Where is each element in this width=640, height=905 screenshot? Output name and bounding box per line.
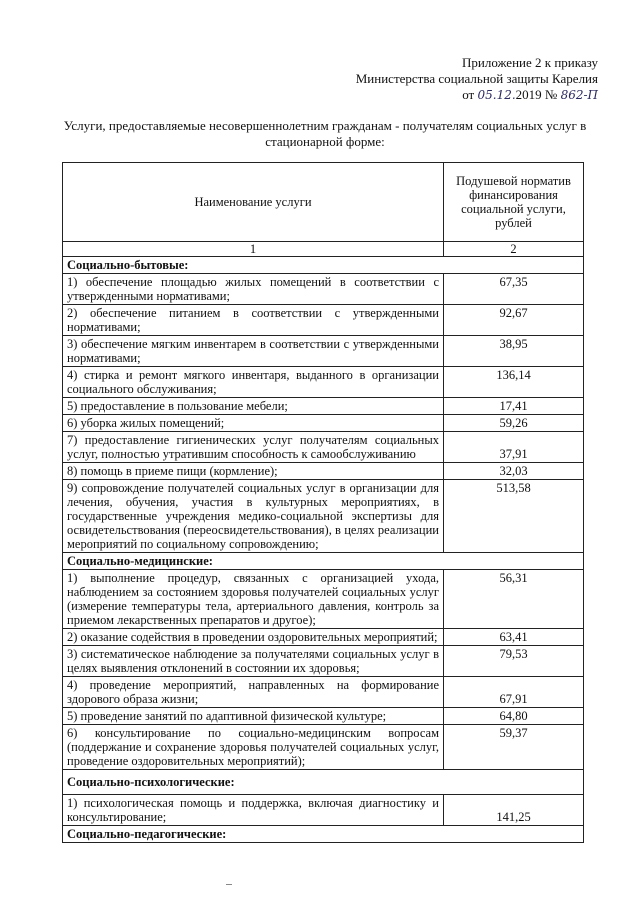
- table-row: [63, 432, 584, 463]
- service-name: 3) систематическое наблюдение за получателями социальных услуг в целях выявления отклонений в состоянии их здоровья;: [63, 646, 444, 677]
- service-value: 59,26: [444, 415, 584, 432]
- service-value: 59,37: [444, 725, 584, 770]
- service-value: 67,91: [444, 677, 584, 708]
- table-row: [63, 725, 584, 770]
- col2-header: Подушевой норматив финансирования социальной услуги, рублей: [444, 163, 584, 242]
- table-row: [63, 463, 584, 480]
- service-value: 32,03: [444, 463, 584, 480]
- service-name: 1) выполнение процедур, связанных с организацией ухода, наблюдением за состоянием здоровья получателей социальных услуг (измерение температуры тела, артериального давления, контроль за приемом лекарственных препаратов и другое);: [63, 570, 444, 629]
- section-social-psychological: [63, 770, 584, 795]
- document-header: [356, 55, 598, 103]
- table-row: [63, 415, 584, 432]
- section-social-pedagogical: [63, 826, 584, 843]
- service-name: 6) уборка жилых помещений;: [63, 415, 444, 432]
- service-value: 64,80: [444, 708, 584, 725]
- service-value: 136,14: [444, 367, 584, 398]
- service-name: 1) обеспечение площадью жилых помещений в соответствии с утвержденными нормативами;: [63, 274, 444, 305]
- column-numbers-row: [63, 242, 584, 257]
- service-value: 17,41: [444, 398, 584, 415]
- table-row: [63, 480, 584, 553]
- table-row: [63, 646, 584, 677]
- service-value: 63,41: [444, 629, 584, 646]
- service-value: 92,67: [444, 305, 584, 336]
- section-title: Социально-психологические:: [63, 770, 584, 795]
- date-year: 2019 №: [515, 87, 558, 102]
- service-name: 1) психологическая помощь и поддержка, включая диагностику и консультирование;: [63, 795, 444, 826]
- service-name: 4) стирка и ремонт мягкого инвентаря, выданного в организации социального обслуживания;: [63, 367, 444, 398]
- date-prefix: от: [462, 87, 475, 102]
- service-value: 513,58: [444, 480, 584, 553]
- service-name: 4) проведение мероприятий, направленных на формирование здорового образа жизни;: [63, 677, 444, 708]
- table-row: [63, 305, 584, 336]
- service-name: 2) оказание содействия в проведении оздоровительных мероприятий;: [63, 629, 444, 646]
- service-value: 67,35: [444, 274, 584, 305]
- section-title: Социально-бытовые:: [63, 257, 584, 274]
- col2-number: 2: [444, 242, 584, 257]
- table-row: [63, 708, 584, 725]
- service-name: 3) обеспечение мягким инвентарем в соответствии с утвержденными нормативами;: [63, 336, 444, 367]
- document-heading: Услуги, предоставляемые несовершеннолетним гражданам - получателям социальных услуг в стационарной форме:: [63, 118, 587, 149]
- service-name: 7) предоставление гигиенических услуг получателям социальных услуг, полностью утратившим способность к самообслуживанию: [63, 432, 444, 463]
- table-row: [63, 367, 584, 398]
- service-name: 8) помощь в приеме пищи (кормление);: [63, 463, 444, 480]
- service-name: 5) проведение занятий по адаптивной физической культуре;: [63, 708, 444, 725]
- section-title: Социально-медицинские:: [63, 553, 584, 570]
- service-name: 5) предоставление в пользование мебели;: [63, 398, 444, 415]
- table-row: [63, 336, 584, 367]
- table-row: [63, 570, 584, 629]
- table-row: [63, 398, 584, 415]
- page-mark: [226, 884, 232, 885]
- services-table: [62, 162, 584, 843]
- table-row: [63, 795, 584, 826]
- handwritten-order-number: 862-П: [560, 88, 598, 102]
- header-line-1: Приложение 2 к приказу: [461, 55, 598, 70]
- table-row: [63, 274, 584, 305]
- service-value: 37,91: [444, 432, 584, 463]
- handwritten-date: 05.12.: [477, 88, 516, 102]
- header-line-2: Министерства социальной защиты Карелия: [355, 71, 598, 86]
- service-name: 2) обеспечение питанием в соответствии с утвержденными нормативами;: [63, 305, 444, 336]
- header-line-3: [356, 87, 598, 103]
- table-row: [63, 629, 584, 646]
- table-header-row: [63, 163, 584, 242]
- service-value: 38,95: [444, 336, 584, 367]
- section-social-domestic: [63, 257, 584, 274]
- service-name: 6) консультирование по социально-медицинским вопросам (поддержание и сохранение здоровья получателей социальных услуг, проведение оздоровительных мероприятий);: [63, 725, 444, 770]
- service-name: 9) сопровождение получателей социальных услуг в организации для лечения, обучения, участия в культурных мероприятиях, в государственные учреждения медико-социальной экспертизы для освидетельствования (переосвидетельствования), в целях реализации мероприятий по социальному сопровождению;: [63, 480, 444, 553]
- col1-number: 1: [63, 242, 444, 257]
- table-row: [63, 677, 584, 708]
- service-value: 56,31: [444, 570, 584, 629]
- service-value: 141,25: [444, 795, 584, 826]
- service-value: 79,53: [444, 646, 584, 677]
- section-title: Социально-педагогические:: [63, 826, 584, 843]
- section-social-medical: [63, 553, 584, 570]
- col1-header: Наименование услуги: [63, 163, 444, 242]
